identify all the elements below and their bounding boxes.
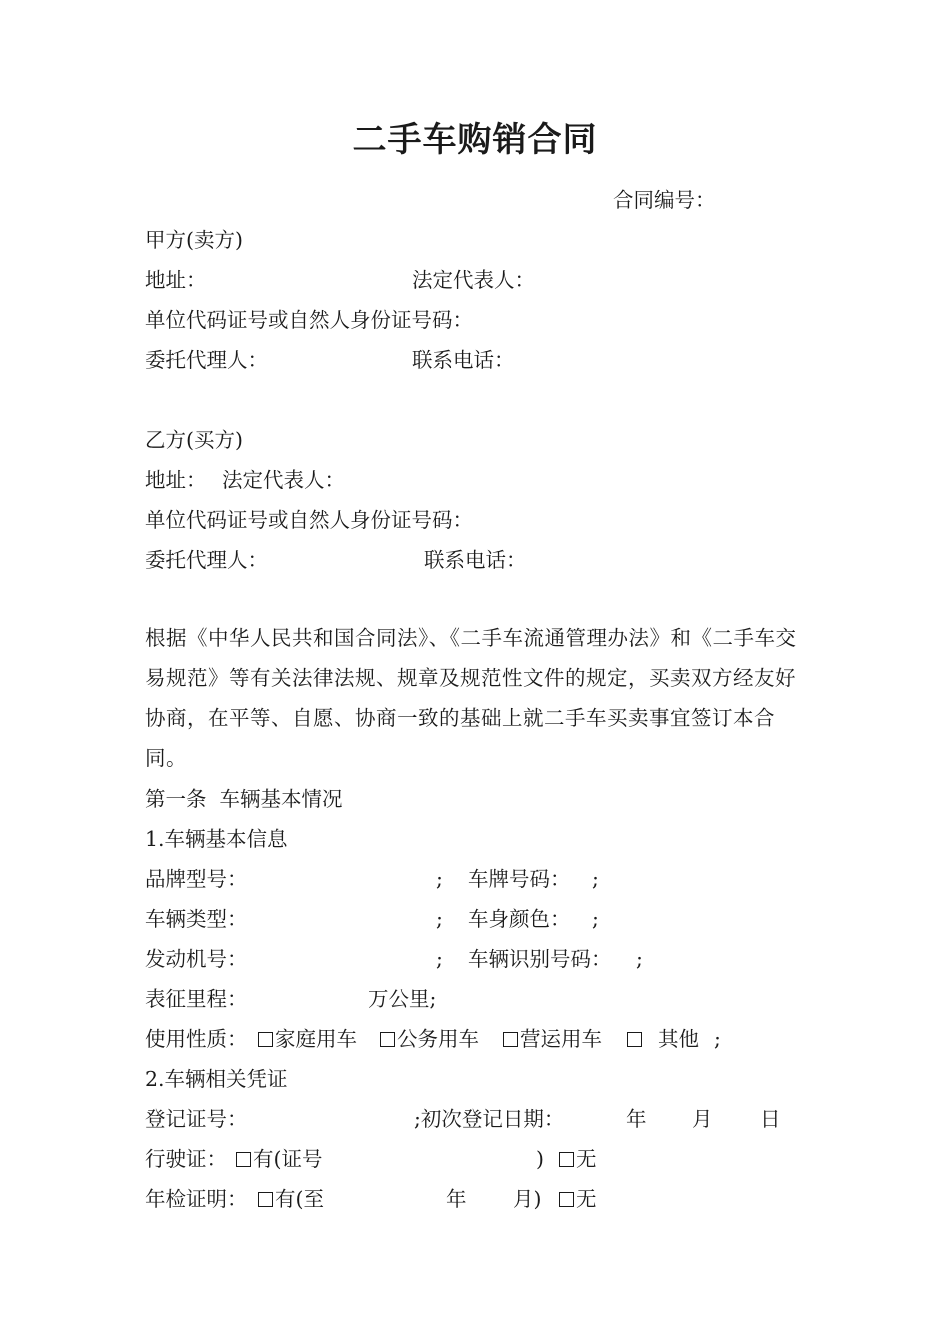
usage-option-label: 其他 xyxy=(658,1027,699,1051)
inspection-has-text: 有(至 xyxy=(275,1187,324,1211)
party-a-agent-label: 委托代理人： xyxy=(145,348,268,372)
separator: ; xyxy=(592,867,599,891)
usage-option-official[interactable] xyxy=(380,1025,479,1053)
driving-license-label: 行驶证： xyxy=(145,1147,227,1171)
checkbox-icon[interactable] xyxy=(236,1152,251,1167)
usage-option-commercial[interactable] xyxy=(503,1025,602,1053)
usage-option-other[interactable] xyxy=(627,1025,699,1053)
checkbox-icon[interactable] xyxy=(380,1032,395,1047)
inspection-month-label: 月) xyxy=(513,1187,542,1211)
party-b-address-label: 地址： xyxy=(145,468,207,492)
engine-number-label: 发动机号： xyxy=(145,947,248,971)
party-b-id-label: 单位代码证号或自然人身份证号码： xyxy=(145,508,473,532)
party-b-phone-label: 联系电话： xyxy=(424,548,527,572)
inspection-none-option[interactable] xyxy=(559,1185,597,1213)
party-a-legal-rep-label: 法定代表人： xyxy=(412,268,535,292)
vehicle-type-label: 车辆类型： xyxy=(145,907,248,931)
body-color-label: 车身颜色： xyxy=(468,907,571,931)
article-1-heading: 第一条 车辆基本情况 xyxy=(145,787,343,811)
separator: ; xyxy=(436,947,443,971)
separator: ; xyxy=(436,867,443,891)
day-label: 日 xyxy=(760,1107,781,1131)
mileage-label: 表征里程： xyxy=(145,987,248,1011)
checkbox-icon[interactable] xyxy=(559,1192,574,1207)
contract-number-label: 合同编号： xyxy=(613,188,716,212)
usage-option-label: 公务用车 xyxy=(397,1027,479,1051)
inspection-year-label: 年 xyxy=(446,1187,467,1211)
inspection-has-option[interactable] xyxy=(258,1185,324,1213)
inspection-certificate-label: 年检证明： xyxy=(145,1187,248,1211)
month-label: 月 xyxy=(692,1107,713,1131)
brand-model-label: 品牌型号： xyxy=(145,867,248,891)
usage-option-label: 营运用车 xyxy=(520,1027,602,1051)
separator: ; xyxy=(636,947,643,971)
section-2-heading: 2.车辆相关凭证 xyxy=(145,1067,288,1091)
license-none-option[interactable] xyxy=(559,1145,597,1173)
license-has-text: 有(证号 xyxy=(253,1147,323,1171)
page-title: 二手车购销合同 xyxy=(352,120,598,160)
checkbox-icon[interactable] xyxy=(627,1032,642,1047)
party-a-address-label: 地址： xyxy=(145,268,207,292)
checkbox-icon[interactable] xyxy=(503,1032,518,1047)
party-a-heading: 甲方(卖方) xyxy=(145,228,243,252)
checkbox-icon[interactable] xyxy=(258,1192,273,1207)
party-b-agent-label: 委托代理人： xyxy=(145,548,268,572)
party-b-heading: 乙方(买方) xyxy=(145,428,243,452)
checkbox-icon[interactable] xyxy=(559,1152,574,1167)
mileage-unit: 万公里; xyxy=(368,987,437,1011)
usage-label: 使用性质： xyxy=(145,1027,248,1051)
preamble-paragraph: 根据《中华人民共和国合同法》、《二手车流通管理办法》和《二手车交易规范》等有关法律法规、规章及规范性文件的规定，买卖双方经友好协商，在平等、自愿、协商一致的基础上就二手车买卖事宜签订本合同。 xyxy=(145,626,797,770)
separator: ; xyxy=(592,907,599,931)
usage-option-label: 家庭用车 xyxy=(275,1027,357,1051)
year-label: 年 xyxy=(626,1107,647,1131)
registration-number-label: 登记证号： xyxy=(145,1107,248,1131)
license-close-paren: ) xyxy=(536,1147,544,1171)
plate-number-label: 车牌号码： xyxy=(468,867,571,891)
license-has-option[interactable] xyxy=(236,1145,323,1173)
inspection-none-text: 无 xyxy=(576,1187,597,1211)
party-a-phone-label: 联系电话： xyxy=(412,348,515,372)
checkbox-icon[interactable] xyxy=(258,1032,273,1047)
license-none-text: 无 xyxy=(576,1147,597,1171)
separator: ; xyxy=(436,907,443,931)
vin-label: 车辆识别号码： xyxy=(468,947,612,971)
section-1-heading: 1.车辆基本信息 xyxy=(145,827,288,851)
party-b-legal-rep-label: 法定代表人： xyxy=(222,468,345,492)
separator: ; xyxy=(714,1027,721,1051)
first-registration-label: ;初次登记日期： xyxy=(414,1107,565,1131)
usage-option-family[interactable] xyxy=(258,1025,357,1053)
party-a-id-label: 单位代码证号或自然人身份证号码： xyxy=(145,308,473,332)
